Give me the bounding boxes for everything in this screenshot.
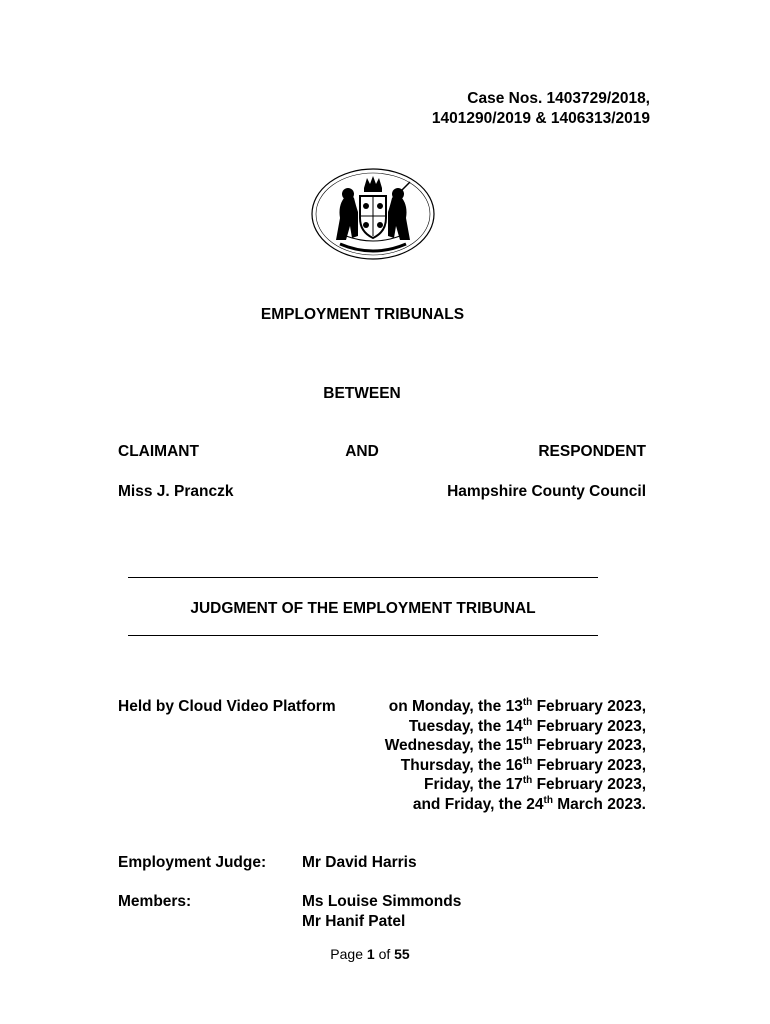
claimant-heading: CLAIMANT: [118, 443, 199, 460]
case-numbers: [250, 89, 650, 128]
respondent-heading: RESPONDENT: [538, 443, 646, 460]
hearing-date-line: on Monday, the 13th February 2023,: [388, 696, 646, 715]
page-word: Page: [330, 946, 363, 962]
claimant-name: Miss J. Pranczk: [118, 483, 234, 500]
held-by-label: Held by Cloud Video Platform: [118, 698, 336, 715]
page-footer: [285, 946, 455, 962]
hearing-date-line: and Friday, the 24th March 2023.: [412, 794, 646, 813]
members-label: Members:: [118, 893, 192, 910]
members-list: [302, 892, 461, 931]
respondent-name: Hampshire County Council: [447, 483, 646, 500]
top-divider: [128, 577, 598, 578]
judgment-title: JUDGMENT OF THE EMPLOYMENT TRIBUNAL: [190, 600, 536, 617]
between-heading: BETWEEN: [323, 385, 401, 402]
hearing-date-line: Wednesday, the 15th February 2023,: [384, 735, 646, 754]
of-word: of: [378, 946, 391, 962]
and-heading: AND: [345, 443, 379, 460]
page-number: 1: [366, 946, 375, 962]
case-numbers-line-1: Case Nos. 1403729/2018,: [467, 90, 650, 107]
case-numbers-line-2: 1401290/2019 & 1406313/2019: [431, 109, 650, 127]
royal-coat-of-arms-icon: [310, 166, 436, 262]
hearing-date-line: Friday, the 17th February 2023,: [424, 774, 646, 793]
member-name: Ms Louise Simmonds: [302, 893, 462, 910]
page-total: 55: [394, 946, 410, 962]
judge-name: Mr David Harris: [302, 854, 417, 871]
bottom-divider: [128, 635, 598, 636]
hearing-date-line: Thursday, the 16th February 2023,: [400, 755, 646, 774]
hearing-dates: [326, 697, 646, 814]
judge-label: Employment Judge:: [118, 854, 267, 871]
hearing-date-line: Tuesday, the 14th February 2023,: [408, 716, 646, 735]
member-name: Mr Hanif Patel: [302, 912, 406, 930]
document-title: EMPLOYMENT TRIBUNALS: [260, 306, 465, 323]
